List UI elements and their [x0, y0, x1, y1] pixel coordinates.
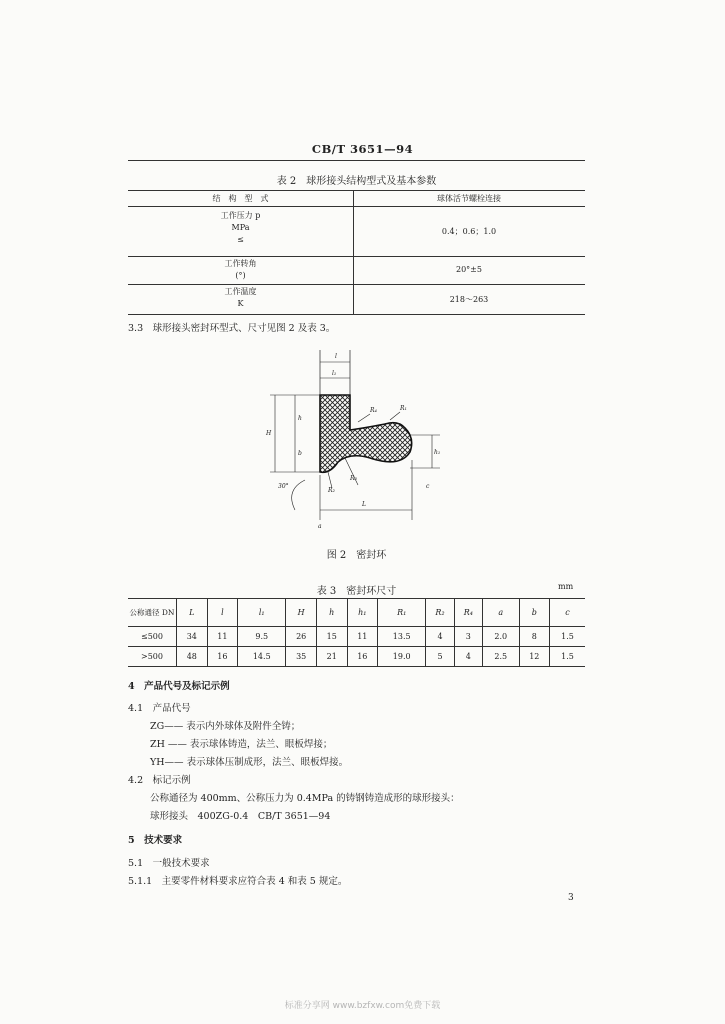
table3-cell: 9.5	[238, 627, 286, 647]
table3-header-cell: h	[316, 599, 347, 627]
example-text: 公称通径为 400mm、公称压力为 0.4MPa 的铸钢铸造成形的球形接头：	[150, 793, 460, 804]
code-zg: ZG—— 表示内外球体及附件全铸；	[150, 721, 301, 732]
dim-label-L: L	[362, 501, 366, 508]
table3-caption: 表 3 密封环尺寸	[316, 586, 397, 597]
table2-top-rule	[128, 190, 585, 191]
table2-label-line: 工作压力 p	[220, 211, 261, 220]
table3-cell: 1.5	[561, 652, 574, 661]
table3-cell: 2.0	[483, 627, 519, 647]
table3-header-cell: l	[207, 599, 238, 627]
table3-cell: 21	[316, 647, 347, 667]
table3-cell: 4	[454, 647, 482, 667]
table3-header-cell: b	[519, 599, 550, 627]
table2-label-line: ≤	[237, 235, 244, 244]
table3-header-cell: H	[286, 599, 317, 627]
table3-cell: 35	[286, 647, 317, 667]
document-header: CB/T 3651—94	[311, 142, 414, 156]
section-5-1-heading: 5.1 一般技术要求	[128, 858, 210, 869]
example-mark: 球形接头 400ZG-0.4 CB/T 3651—94	[150, 811, 331, 822]
table2-header-rule	[128, 206, 585, 207]
code-zh: ZH —— 表示球体铸造，法兰、眼板焊接；	[150, 739, 333, 750]
table-row	[128, 627, 585, 647]
table3-header-cell: R₄	[454, 599, 482, 627]
table3-header-cell: c	[565, 608, 570, 617]
page-number: 3	[568, 893, 574, 903]
dim-label-l1: l₁	[332, 370, 337, 377]
table2-row-label	[128, 258, 353, 282]
table2-label-line: (°)	[235, 271, 246, 280]
table3-header-cell: h₁	[347, 599, 378, 627]
table2-row-rule	[128, 256, 585, 257]
table2-row-rule	[128, 284, 585, 285]
table3-cell: 16	[207, 647, 238, 667]
dim-label-angle: 30°	[278, 483, 289, 490]
table3-cell: 4	[426, 627, 454, 647]
table3-cell: 12	[519, 647, 550, 667]
section-4-1-heading: 4.1 产品代号	[128, 703, 191, 714]
table2-caption: 表 2 球形接头结构型式及基本参数	[276, 176, 437, 187]
table3-unit: mm	[558, 582, 574, 591]
table3-header-text: 公称通径 DN	[129, 608, 175, 617]
dim-label-R4: R₄	[370, 407, 377, 414]
table3-header-cell	[128, 599, 177, 627]
seal-section	[320, 395, 412, 472]
dim-label-H: H	[266, 430, 272, 437]
section-4-heading: 4 产品代号及标记示例	[128, 681, 230, 692]
dim-label-h1: h₁	[434, 449, 441, 456]
table3-cell: 15	[316, 627, 347, 647]
table2-col1-header: 结 构 型 式	[212, 194, 269, 203]
table2-row-value: 0.4；0.6；1.0	[441, 227, 497, 236]
table2-label-line: MPa	[231, 223, 250, 232]
footer-watermark: 标准分享网 www.bzfxw.com免费下载	[284, 1001, 441, 1011]
table3-cell: 11	[207, 627, 238, 647]
table2-label-line: K	[237, 299, 244, 308]
dim-label-c: c	[426, 483, 430, 490]
code-yh: YH—— 表示球体压制成形，法兰、眼板焊接。	[150, 757, 349, 768]
table3-cell: 8	[519, 627, 550, 647]
table2-label-line: 工作温度	[224, 287, 257, 296]
table3	[128, 598, 585, 667]
dim-label-R3: R₃	[350, 475, 357, 482]
table3-cell: 11	[347, 627, 378, 647]
table3-header-cell: a	[483, 599, 519, 627]
table-row	[128, 647, 585, 667]
table3-cell: 5	[426, 647, 454, 667]
table3-cell: >500	[128, 647, 177, 667]
table3-cell: 34	[177, 627, 208, 647]
table3-header-cell: R₁	[378, 599, 426, 627]
section-5-1-1: 5.1.1 主要零件材料要求应符合表 4 和表 5 规定。	[128, 876, 348, 887]
table2-bottom-rule	[128, 314, 585, 315]
dim-label-R2: R₂	[328, 487, 335, 494]
figure2-seal-ring-drawing	[250, 340, 450, 530]
dim-label-h: h	[298, 415, 302, 422]
section-3-3: 3.3 球形接头密封环型式、尺寸见图 2 及表 3。	[128, 323, 336, 334]
table2-label-line: 工作转角	[224, 259, 257, 268]
dim-label-l: l	[335, 353, 337, 360]
section-4-2-heading: 4.2 标记示例	[128, 775, 191, 786]
table3-header-cell: R₂	[426, 599, 454, 627]
table3-cell: ≤500	[128, 627, 177, 647]
table3-header-cell: l₁	[238, 599, 286, 627]
figure2-caption: 图 2 密封环	[326, 550, 387, 561]
table3-cell: 14.5	[238, 647, 286, 667]
table3-cell: 1.5	[561, 632, 574, 641]
section-5-heading: 5 技术要求	[128, 835, 183, 846]
table3-cell: 26	[286, 627, 317, 647]
table3-cell: 16	[347, 647, 378, 667]
dim-label-a: a	[318, 523, 322, 530]
table3-cell: 13.5	[378, 627, 426, 647]
header-rule	[128, 160, 585, 161]
table3-cell: 48	[177, 647, 208, 667]
dim-label-R1: R₁	[400, 405, 407, 412]
table3-cell: 19.0	[378, 647, 426, 667]
table2-col2-header: 球体活节螺栓连接	[437, 194, 501, 203]
table2-row-value: 20°±5	[456, 265, 482, 274]
table2-row-label	[128, 286, 353, 310]
dim-label-b: b	[298, 450, 302, 457]
table3-header-cell: L	[177, 599, 208, 627]
table2-row-value: 218～263	[449, 295, 489, 304]
table3-cell: 3	[454, 627, 482, 647]
table3-cell: 2.5	[483, 647, 519, 667]
table2-row-label	[128, 210, 353, 246]
